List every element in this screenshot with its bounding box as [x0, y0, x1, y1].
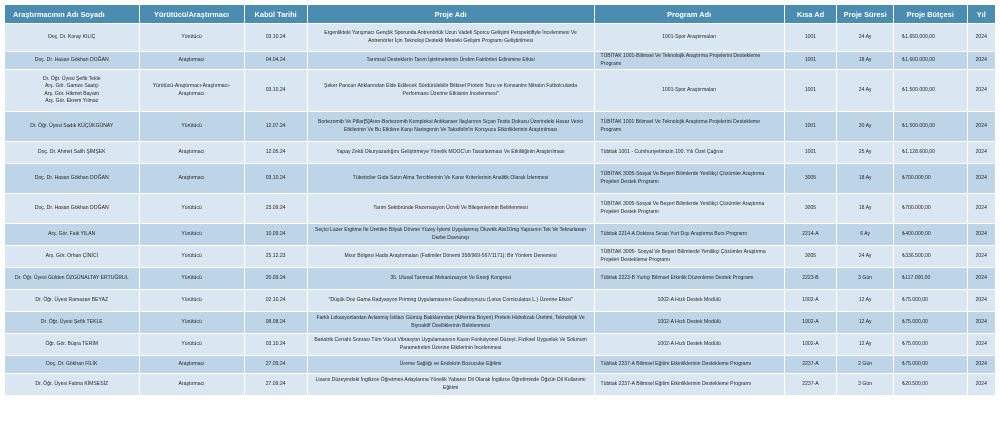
cell-budget: ₺75.000,00: [893, 290, 967, 312]
cell-code: 1002-A: [784, 312, 837, 334]
cell-date: 04.04.24: [244, 52, 307, 70]
cell-researcher: Doç. Dr. Ahmet Salih ŞİMŞEK: [5, 142, 140, 164]
cell-researcher: Dr. Öğr. Üyesi Fatma KİMSESİZ: [5, 374, 140, 396]
cell-role: Yürütücü: [139, 290, 244, 312]
cell-year: 2024: [967, 224, 995, 246]
cell-date: 12.05.24: [244, 142, 307, 164]
cell-role: Yürütücü: [139, 312, 244, 334]
cell-duration: 18 Ay: [837, 52, 894, 70]
cell-program: 1001-Spor Araştırmaları: [594, 70, 784, 112]
cell-project: Tarım Sektöründe Rezervasyon Ücreti Ve Bileşenlerinin Belirlenmesi: [307, 194, 594, 224]
cell-duration: 3 Gün: [837, 268, 894, 290]
cell-budget: ₺117.000,00: [893, 268, 967, 290]
cell-project: "Düşük Doz Gama Radyasyon Priming Uygulamasının Gazalboynuzu (Lotus Corniculatus L.) Üzerine Etkisi": [307, 290, 594, 312]
cell-year: 2024: [967, 142, 995, 164]
table-row[interactable]: [5, 142, 996, 164]
table-row[interactable]: [5, 334, 996, 356]
table-row[interactable]: [5, 356, 996, 374]
cell-date: 25.12.23: [244, 246, 307, 268]
cell-code: 1001: [784, 142, 837, 164]
header-project[interactable]: Proje Adı: [307, 5, 594, 24]
cell-code: 3005: [784, 194, 837, 224]
cell-year: 2024: [967, 356, 995, 374]
cell-date: 27.09.24: [244, 374, 307, 396]
cell-role: Araştırmacı: [139, 356, 244, 374]
cell-researcher: Dr. Öğr. Üyesi Ramazan BEYAZ: [5, 290, 140, 312]
header-role[interactable]: Yürütücü/Araştırmacı: [139, 5, 244, 24]
cell-project: Tarımsal Desteklerin Tarım İşletmelerinin Üretim Faktörleri Edinimine Etkisi: [307, 52, 594, 70]
cell-program: TÜBİTAK 3005-Sosyal Ve Beşeri Bilimlerde Yenilikçi Çözümler Araştırma Projeleri Destek Programı: [594, 164, 784, 194]
cell-duration: 24 Ay: [837, 24, 894, 52]
cell-code: 1002-A: [784, 334, 837, 356]
cell-year: 2024: [967, 290, 995, 312]
cell-code: 1002-A: [784, 290, 837, 312]
cell-role: Yürütücü: [139, 334, 244, 356]
cell-researcher: Doç. Dr. Koray KILIÇ: [5, 24, 140, 52]
cell-code: 2214-A: [784, 224, 837, 246]
cell-date: 03.10.24: [244, 70, 307, 112]
cell-project: Ergenlikteki Yarışmacı Gençlik Sporunda Antrenörlük Uzun Vadeli Sporcu Gelişimi Perspektifiyle İncelenmesi Ve Antrenörler İçin Teknoloji Destekli Mesleki Gelişim Programı Geliştirilmesi: [307, 24, 594, 52]
cell-researcher: Arş. Gör. Orhan ÇİNİCİ: [5, 246, 140, 268]
table-row[interactable]: [5, 52, 996, 70]
cell-budget: ₺700.000,00: [893, 164, 967, 194]
cell-budget: ₺1.500.000,00: [893, 70, 967, 112]
cell-project: Bariatrik Cerrahi Sonrası Tüm Vücut Vibrasyon Uygulamasının Kasın Fonksiyonel Düzeyi, Fiziksel Uygunluk Ve Solunum Parametreleri Üzerine Etkilerinin İncelenmesi: [307, 334, 594, 356]
cell-project: Farklı Lokasyonlardan Avlanmış İstilacı Gümüş Balıklarından (Atherina Boyeri) Protein Hidrolizatı Üretimi, Teknolojik Ve Biyoaktif Özelliklerinin Belirlenmesi: [307, 312, 594, 334]
cell-project: Yapay Zekâ Okuryazarlığını Geliştirmeye Yönelik MOOC'un Tasarlanması Ve Etkililiğinin Araştırılması: [307, 142, 594, 164]
cell-project: Üreme Sağlığı ve Endokrin Bozucular Eğitimi: [307, 356, 594, 374]
cell-duration: 18 Ay: [837, 194, 894, 224]
cell-project: Bortezomib Ve Pillar[5]Aren-Bortezomib Kompleksi Antikanser İlaçlarının Sıçan Testis Dokusu Üzerindeki Hasar Verici Etkilerinin Ve Bu Etkilere Karşı Naringenin Ve Taksifolin'in Koruyucu Etkinliklerinin Araştırılması: [307, 112, 594, 142]
cell-researcher: Dr. Öğr. Üyesi Sadık KÜÇÜKGÜNAY: [5, 112, 140, 142]
cell-researcher: Doç. Dr. Hasan Gökhan DOĞAN: [5, 164, 140, 194]
cell-code: 3005: [784, 246, 837, 268]
cell-project: Lisans Düzeyindeki İngilizce Öğretmen Adaylarına Yönelik Yabancı Dil Olarak İngilizce Öğretiminde Öğzün Dil Kullanımı Eğitimi: [307, 374, 594, 396]
cell-code: 1001: [784, 112, 837, 142]
table-row[interactable]: [5, 290, 996, 312]
cell-duration: 24 Ay: [837, 246, 894, 268]
cell-role: Yürütücü: [139, 194, 244, 224]
cell-year: 2024: [967, 312, 995, 334]
cell-program: 1002-A Hızlı Destek Modülü: [594, 334, 784, 356]
cell-date: 27.09.24: [244, 356, 307, 374]
cell-budget: ₺1.500.000,00: [893, 112, 967, 142]
cell-year: 2024: [967, 194, 995, 224]
cell-code: 2223-B: [784, 268, 837, 290]
cell-year: 2024: [967, 70, 995, 112]
cell-duration: 18 Ay: [837, 164, 894, 194]
cell-date: 23.09.24: [244, 194, 307, 224]
cell-date: 03.10.24: [244, 164, 307, 194]
cell-year: 2024: [967, 268, 995, 290]
cell-duration: 12 Ay: [837, 334, 894, 356]
table-row[interactable]: [5, 70, 996, 112]
cell-year: 2024: [967, 112, 995, 142]
cell-code: 2237-A: [784, 356, 837, 374]
cell-budget: ₺75.000,00: [893, 356, 967, 374]
cell-project: Tüketiciler Gıda Satın Alma Tercihlerinin Ve Karar Kriterlerinin Analitik Olarak İzlenmesi: [307, 164, 594, 194]
cell-budget: ₺20.500,00: [893, 374, 967, 396]
cell-program: TÜBİTAK 1001 Bilimsel Ve Teknolojik Araştırma Projelerini Destekleme Programı: [594, 112, 784, 142]
cell-budget: ₺1.600.000,00: [893, 52, 967, 70]
cell-code: 2237-A: [784, 374, 837, 396]
cell-year: 2024: [967, 374, 995, 396]
cell-date: 03.10.24: [244, 24, 307, 52]
cell-program: 1001-Spor Araştırmaları: [594, 24, 784, 52]
cell-researcher: Dr. Öğr. Üyesi Gülden ÖZGÜNALTAY ERTUĞRUL: [5, 268, 140, 290]
table-row[interactable]: [5, 194, 996, 224]
cell-project: Seçici Lazer Ergitme İle Üretilen Bilyalı Dövme Yüzey İşlemi Uygulanmış Ökzetik Alsi10mg Yapısının Tek Ve Tekrarlanan Darbe Davranışı: [307, 224, 594, 246]
header-date[interactable]: Kabül Tarihi: [244, 5, 307, 24]
cell-project: Şeker Pancarı Atıklarından Elde Edilecek Sürdürülebilir Bitkisel Protein Tozu ve Konsantre Nitratın Futbolcularda Performans Üzerine Etkisinin İncelenmesi": [307, 70, 594, 112]
cell-budget: ₺75.000,00: [893, 312, 967, 334]
cell-program: Tübitak 2237-A Bilimsel Eğitim Etkinliklerinin Destekleme Programı: [594, 374, 784, 396]
cell-year: 2024: [967, 246, 995, 268]
cell-duration: 12 Ay: [837, 312, 894, 334]
table-row[interactable]: [5, 24, 996, 52]
cell-program: Tübitak 2223-B Yurtiçi Bilimsel Etkinlik Düzenleme Destek Programı: [594, 268, 784, 290]
cell-role: Araştırmacı: [139, 52, 244, 70]
cell-code: 1001: [784, 52, 837, 70]
cell-role: Yürütücü-Araştırmacı-Araştırmacı-Araştırmacı: [139, 70, 244, 112]
cell-researcher: Dr. Öğr. Üyesi Şefik Tekle Arş. Gör. Gamze Saatçi Arş. Gör. Hikmet Bayam Arş. Gör. Ekrem Yılmaz: [5, 70, 140, 112]
header-row: [5, 5, 996, 24]
cell-budget: ₺75.000,00: [893, 334, 967, 356]
cell-project: Mısır Bölgesi Hadis Araştırmaları (Fatimiler Dönemi 358/969-567/1171): Bir Yöntem Denemesi: [307, 246, 594, 268]
table-row[interactable]: [5, 164, 996, 194]
cell-program: Tübitak 1001 - Cumhuriyetimizin 100. Yılı Özel Çağrısı: [594, 142, 784, 164]
cell-code: 1001: [784, 70, 837, 112]
cell-duration: 2 Gün: [837, 356, 894, 374]
cell-role: Yürütücü: [139, 112, 244, 142]
cell-role: Araştırmacı: [139, 164, 244, 194]
cell-duration: 30 Ay: [837, 112, 894, 142]
cell-role: Yürütücü: [139, 246, 244, 268]
cell-code: 3005: [784, 164, 837, 194]
header-budget[interactable]: Proje Bütçesi: [893, 5, 967, 24]
projects-sheet: [4, 4, 996, 396]
cell-duration: 24 Ay: [837, 70, 894, 112]
cell-budget: ₺1.128.600,00: [893, 142, 967, 164]
cell-program: Tübitak 2214-A Doktora Sırası Yurt Dışı Araştırma Burs Programı: [594, 224, 784, 246]
header-researcher[interactable]: Araştırmacının Adı Soyadı: [5, 5, 140, 24]
table-row[interactable]: [5, 246, 996, 268]
cell-program: TÜBİTAK 1001-Bilimsel Ve Teknolojik Araştırma Projelerini Destekleme Programı: [594, 52, 784, 70]
cell-researcher: Dr. Öğr. Üyesi Şefik TEKLE: [5, 312, 140, 334]
cell-date: 08.08.24: [244, 312, 307, 334]
cell-role: Araştırmacı: [139, 374, 244, 396]
cell-date: 12.07.24: [244, 112, 307, 142]
cell-researcher: Doç. Dr. Gökhan FİLİK: [5, 356, 140, 374]
cell-year: 2024: [967, 52, 995, 70]
cell-role: Yürütücü: [139, 224, 244, 246]
cell-year: 2024: [967, 334, 995, 356]
cell-researcher: Öğr. Gör. Büşra TERİM: [5, 334, 140, 356]
cell-date: 20.09.24: [244, 268, 307, 290]
cell-year: 2024: [967, 24, 995, 52]
table-row[interactable]: [5, 224, 996, 246]
cell-date: 03.10.24: [244, 334, 307, 356]
cell-budget: ₺700.000,00: [893, 194, 967, 224]
table-row[interactable]: [5, 374, 996, 396]
cell-budget: ₺400.000,00: [893, 224, 967, 246]
header-year[interactable]: Yıl: [967, 5, 995, 24]
cell-budget: ₺1.650.000,00: [893, 24, 967, 52]
cell-budget: ₺336.500,00: [893, 246, 967, 268]
cell-role: Araştırmacı: [139, 142, 244, 164]
cell-program: 1002-A Hızlı Destek Modülü: [594, 312, 784, 334]
cell-duration: 3 Gün: [837, 374, 894, 396]
table-row[interactable]: [5, 312, 996, 334]
cell-program: Tübitak 2237-A Bilimsel Eğitim Etkinliklerinin Destekleme Programı: [594, 356, 784, 374]
cell-role: Yürütücü: [139, 268, 244, 290]
cell-program: TÜBİTAK 3005-Sosyal Ve Beşeri Bilimlerde Yenilikçi Çözümler Araştırma Projeleri Destek Programı: [594, 194, 784, 224]
cell-researcher: Doç. Dr. Hasan Gökhan DOĞAN: [5, 194, 140, 224]
cell-duration: 25 Ay: [837, 142, 894, 164]
cell-program: TÜBİTAK 3005- Sosyal Ve Beşeri Bilimlerde Yenilikçi Çözümler Araştırma Projeleri Destekleme Programı: [594, 246, 784, 268]
cell-date: 10.09.24: [244, 224, 307, 246]
cell-researcher: Arş. Gör. Faik YILAN: [5, 224, 140, 246]
table-body: [5, 24, 996, 396]
cell-duration: 12 Ay: [837, 290, 894, 312]
cell-date: 02.10.24: [244, 290, 307, 312]
cell-project: 35. Ulusal Tarımsal Mekanizasyon Ve Enerji Kongresi: [307, 268, 594, 290]
projects-table: [4, 4, 996, 396]
cell-year: 2024: [967, 164, 995, 194]
cell-duration: 6 Ay: [837, 224, 894, 246]
cell-code: 1001: [784, 24, 837, 52]
header-code[interactable]: Kısa Ad: [784, 5, 837, 24]
header-program[interactable]: Program Adı: [594, 5, 784, 24]
cell-researcher: Doç. Dr. Hasan Gökhan DOĞAN: [5, 52, 140, 70]
header-duration[interactable]: Proje Süresi: [837, 5, 894, 24]
table-row[interactable]: [5, 268, 996, 290]
cell-role: Yürütücü: [139, 24, 244, 52]
table-row[interactable]: [5, 112, 996, 142]
cell-program: 1002-A Hızlı Destek Modülü: [594, 290, 784, 312]
